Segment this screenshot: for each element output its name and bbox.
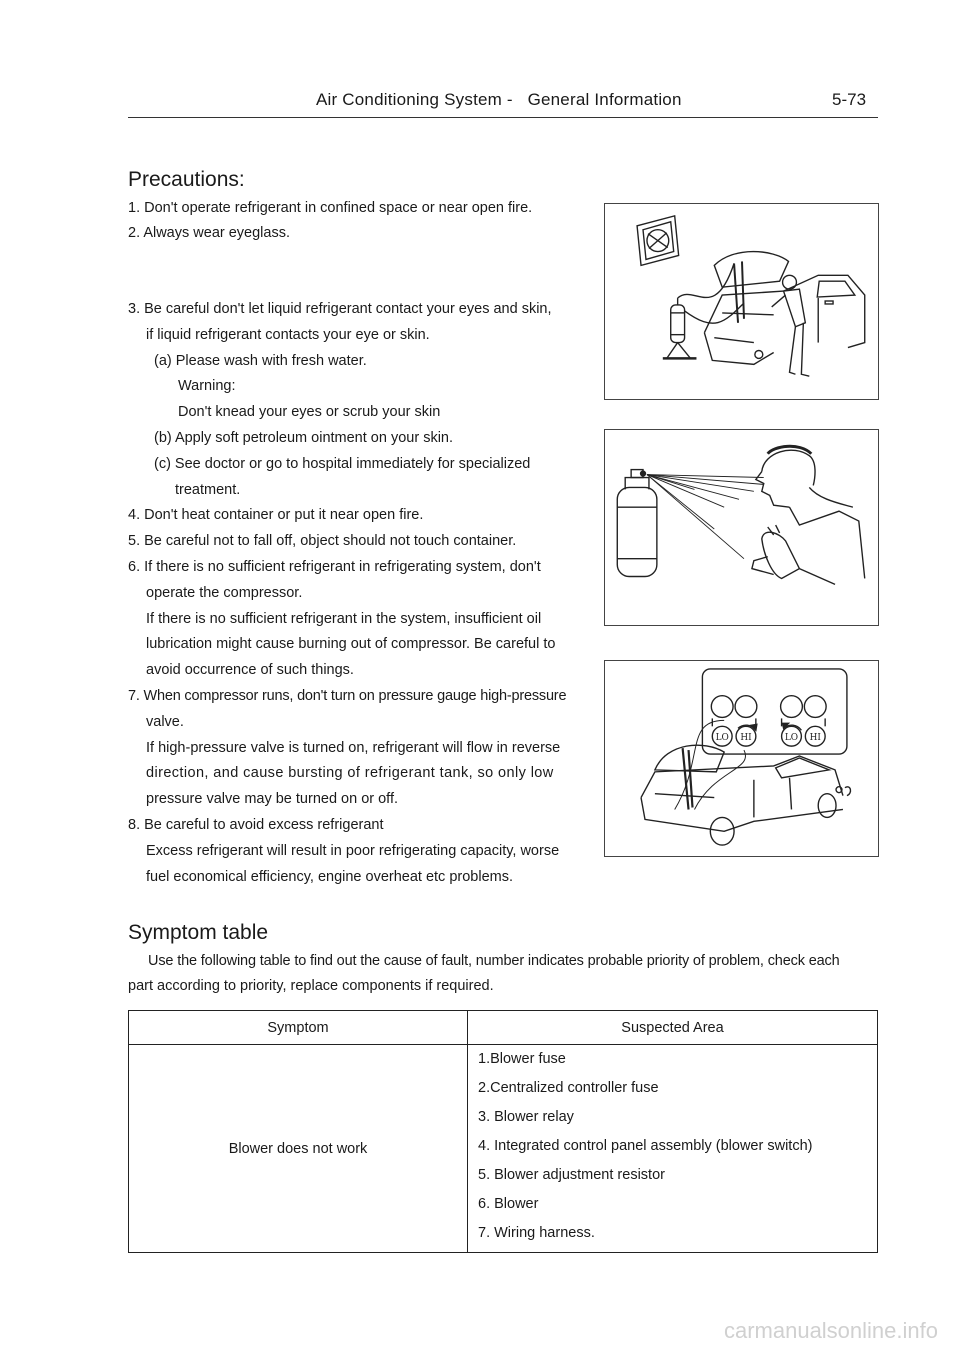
precaution-line: treatment. (175, 482, 241, 498)
precaution-line: Excess refrigerant will result in poor refrigerating capacity, worse (146, 843, 560, 859)
symptom-intro-line: part according to priority, replace components if required. (128, 978, 494, 994)
cylinder-icon (617, 470, 657, 577)
precaution-line: if liquid refrigerant contacts your eye or skin. (146, 327, 430, 343)
precaution-line: 6. If there is no sufficient refrigerant in refrigerating system, don't (128, 559, 541, 575)
car-icon (641, 745, 850, 845)
precaution-line: pressure valve may be turned on or off. (146, 791, 399, 807)
precaution-line: Don't knead your eyes or scrub your skin (178, 404, 441, 420)
symptom-table-heading: Symptom table (128, 921, 269, 944)
page-number: 5-73 (832, 90, 867, 109)
precaution-line: lubrication might cause burning out of compressor. Be careful to (146, 636, 556, 652)
precaution-line: avoid occurrence of such things. (146, 662, 354, 678)
hi-label: HI (740, 733, 752, 744)
precaution-line: 5. Be careful not to fall off, object should not touch container. (128, 533, 517, 549)
column-header-symptom: Symptom (129, 1011, 468, 1045)
precaution-line: 7. When compressor runs, don't turn on pressure gauge high-pressure (128, 688, 567, 704)
spray-lines (647, 475, 764, 559)
lo-label: LO (715, 733, 729, 744)
precaution-line: 3. Be careful don't let liquid refrigerant contact your eyes and skin, (128, 301, 552, 317)
precaution-line: valve. (146, 714, 184, 730)
figure-ventilated-charging (604, 203, 879, 400)
precaution-line: 4. Don't heat container or put it near open fire. (128, 507, 424, 523)
table-row (129, 1045, 878, 1253)
table-header-row (129, 1011, 878, 1045)
precaution-line: 1. Don't operate refrigerant in confined space or near open fire. (128, 200, 533, 216)
tank-icon (663, 298, 697, 358)
precaution-line: operate the compressor. (146, 585, 303, 601)
precaution-line: If high-pressure valve is turned on, refrigerant will flow in reverse (146, 740, 561, 756)
figure-manifold-gauges (604, 660, 879, 857)
suspected-area-item: 2.Centralized controller fuse (478, 1080, 659, 1096)
precaution-line: direction, and cause bursting of refrigerant tank, so only low (146, 765, 554, 781)
suspected-area-item: 5. Blower adjustment resistor (478, 1167, 665, 1183)
precaution-line: If there is no sufficient refrigerant in the system, insufficient oil (146, 611, 542, 627)
section-title: Air Conditioning System - General Information (316, 90, 682, 109)
suspected-area-item: 4. Integrated control panel assembly (blower switch) (478, 1138, 813, 1154)
suspected-area-cell (468, 1045, 878, 1253)
symptom-cell: Blower does not work (129, 1045, 468, 1253)
car-icon (704, 252, 864, 365)
precaution-line: fuel economical efficiency, engine overheat etc problems. (146, 869, 514, 885)
hi-label: HI (809, 733, 821, 744)
precautions-heading: Precautions: (128, 168, 245, 191)
fan-icon (637, 216, 679, 265)
figure-eye-exposure (604, 429, 879, 626)
person-icon (752, 446, 865, 584)
precaution-line: 2. Always wear eyeglass. (128, 225, 290, 241)
header-divider (128, 117, 878, 118)
precaution-line: 8. Be careful to avoid excess refrigerant (128, 817, 384, 833)
mechanic-icon (772, 275, 810, 376)
symptom-intro-line: Use the following table to find out the cause of fault, number indicates probable priority of problem, check each (148, 953, 840, 969)
suspected-area-item: 1.Blower fuse (478, 1051, 566, 1067)
symptom-table (128, 1010, 878, 1253)
precaution-line: Warning: (178, 378, 236, 394)
lo-label: LO (784, 733, 799, 744)
precaution-line: (a) Please wash with fresh water. (154, 353, 367, 369)
suspected-area-item: 6. Blower (478, 1196, 539, 1212)
suspected-area-item: 7. Wiring harness. (478, 1225, 595, 1241)
suspected-area-item: 3. Blower relay (478, 1109, 574, 1125)
watermark: carmanualsonline.info (723, 1318, 938, 1343)
precaution-line: (c) See doctor or go to hospital immediately for specialized (154, 456, 531, 472)
column-header-suspected-area: Suspected Area (468, 1011, 878, 1045)
precaution-line: (b) Apply soft petroleum ointment on your skin. (154, 430, 454, 446)
